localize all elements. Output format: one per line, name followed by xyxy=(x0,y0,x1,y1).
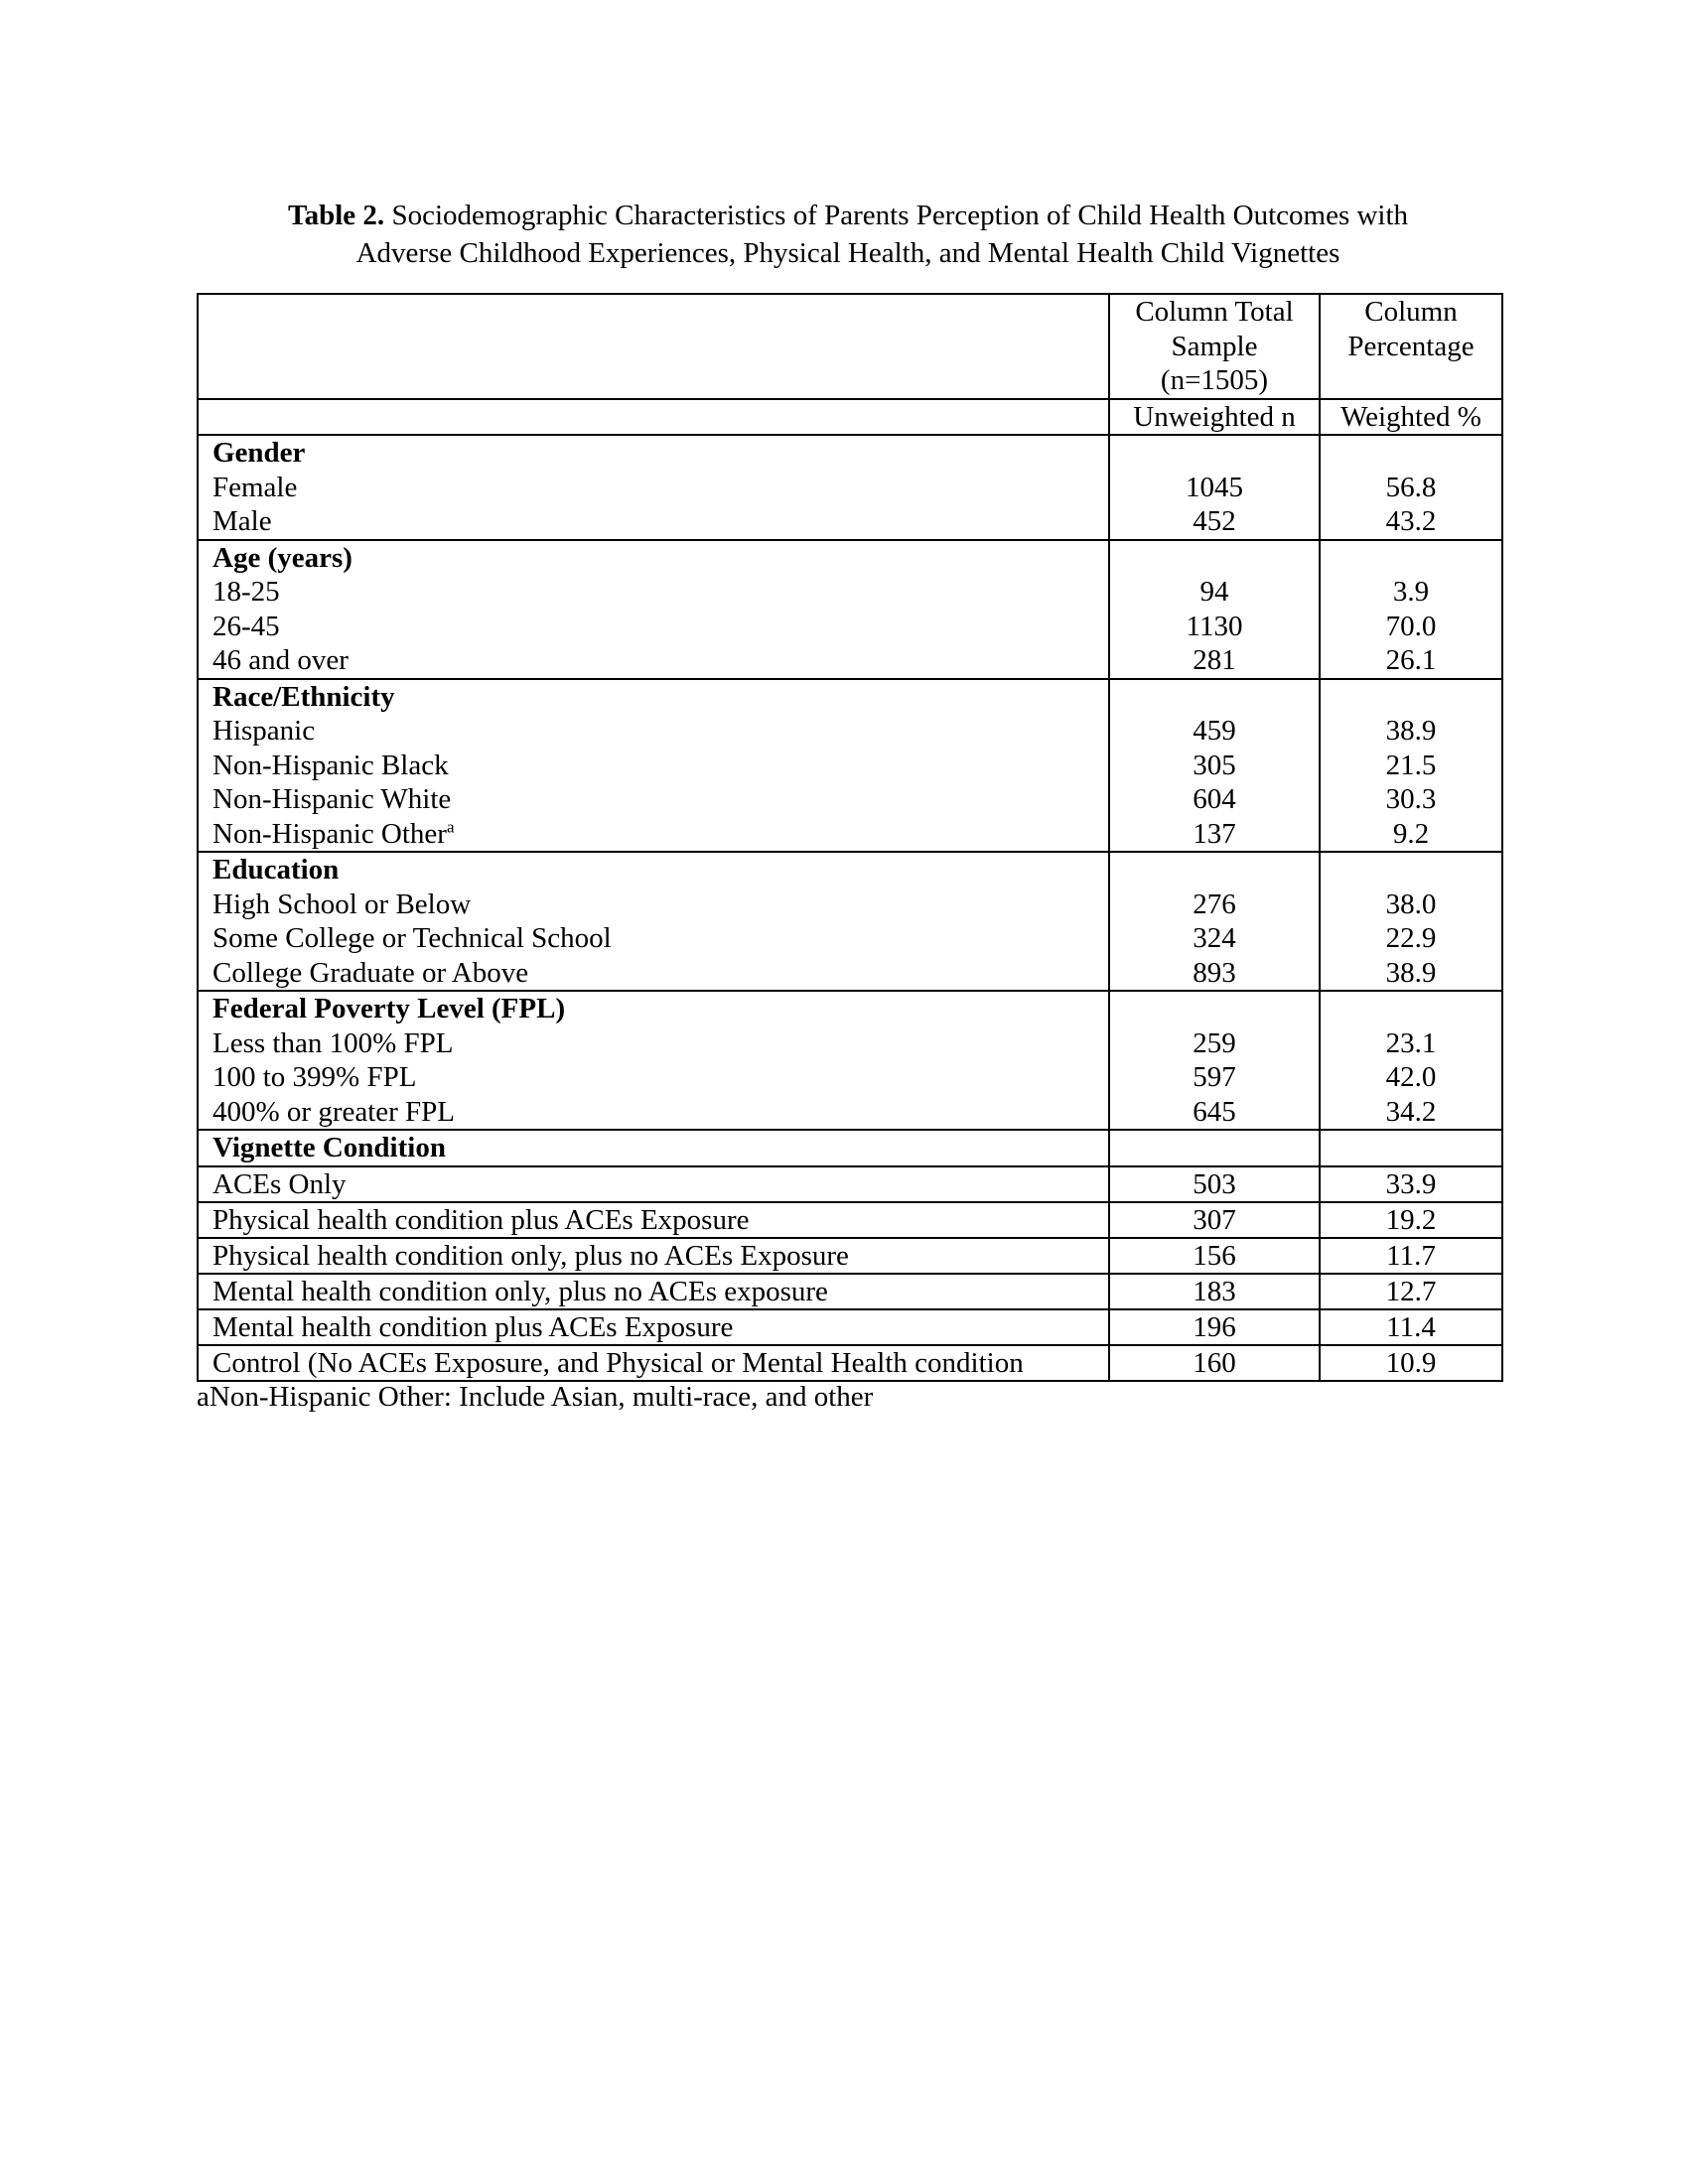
row-label xyxy=(198,782,1109,817)
header-column-percentage-line1: Column xyxy=(1364,296,1458,328)
header-column-total-line3: (n=1505) xyxy=(1160,364,1269,396)
weighted-pct-cell: 38.9 xyxy=(1320,956,1502,992)
weighted-pct-cell: 43.2 xyxy=(1320,504,1502,540)
table-row xyxy=(198,610,1502,644)
table-row xyxy=(198,1060,1502,1095)
group-empty-cell xyxy=(1320,540,1502,576)
row-label xyxy=(198,749,1109,783)
group-header-row xyxy=(198,679,1502,715)
table-row xyxy=(198,782,1502,817)
row-label-text: Mental health condition only, plus no ACEs exposure xyxy=(212,1275,828,1307)
table-caption xyxy=(199,197,1497,272)
weighted-pct-cell: 11.4 xyxy=(1320,1309,1502,1345)
table-caption-line1: Sociodemographic Characteristics of Parents Perception of Child Health Outcomes with xyxy=(384,200,1409,231)
group-empty-cell xyxy=(1109,679,1320,715)
group-empty-cell xyxy=(1320,435,1502,471)
row-label xyxy=(198,1026,1109,1061)
group-label: Race/Ethnicity xyxy=(198,679,1109,715)
group-label: Vignette Condition xyxy=(198,1130,1109,1166)
weighted-pct-cell: 19.2 xyxy=(1320,1202,1502,1238)
table-row xyxy=(198,1309,1502,1345)
weighted-pct-cell: 11.7 xyxy=(1320,1238,1502,1274)
row-label-text: 46 and over xyxy=(212,644,349,676)
group-empty-cell xyxy=(1109,852,1320,887)
weighted-pct-cell: 9.2 xyxy=(1320,817,1502,853)
group-empty-cell xyxy=(1320,852,1502,887)
table-row xyxy=(198,1274,1502,1309)
table-row xyxy=(198,1238,1502,1274)
row-label-text: Physical health condition plus ACEs Exposure xyxy=(212,1203,750,1236)
table-row xyxy=(198,817,1502,853)
weighted-pct-cell: 12.7 xyxy=(1320,1274,1502,1309)
table-row xyxy=(198,921,1502,956)
characteristics-table xyxy=(197,293,1503,1382)
unweighted-n-cell: 324 xyxy=(1109,921,1320,956)
group-empty-cell xyxy=(1320,1130,1502,1166)
row-label-text: 100 to 399% FPL xyxy=(212,1061,417,1093)
row-label-text: Control (No ACEs Exposure, and Physical or Mental Health condition xyxy=(212,1346,1024,1379)
unweighted-n-cell: 160 xyxy=(1109,1345,1320,1381)
header-blank-cell xyxy=(198,294,1109,399)
row-label xyxy=(198,956,1109,992)
weighted-pct-cell: 38.9 xyxy=(1320,714,1502,749)
weighted-pct-cell: 34.2 xyxy=(1320,1095,1502,1131)
unweighted-n-cell: 645 xyxy=(1109,1095,1320,1131)
table-caption-line2: Adverse Childhood Experiences, Physical Health, and Mental Health Child Vignettes xyxy=(355,237,1340,269)
row-label-text: Mental health condition plus ACEs Exposure xyxy=(212,1310,734,1343)
group-empty-cell xyxy=(1109,435,1320,471)
table-row xyxy=(198,1095,1502,1131)
row-label-text: Male xyxy=(212,505,272,537)
table-row xyxy=(198,1202,1502,1238)
table-caption-lead: Table 2. xyxy=(287,200,385,231)
header-column-percentage xyxy=(1320,294,1502,399)
unweighted-n-cell: 503 xyxy=(1109,1166,1320,1202)
group-header-row xyxy=(198,1130,1502,1166)
group-label: Age (years) xyxy=(198,540,1109,576)
unweighted-n-cell: 1045 xyxy=(1109,471,1320,505)
row-label xyxy=(198,817,1109,853)
header-column-total-line2: Sample xyxy=(1171,330,1258,362)
weighted-pct-cell: 23.1 xyxy=(1320,1026,1502,1061)
unweighted-n-cell: 196 xyxy=(1109,1309,1320,1345)
group-empty-cell xyxy=(1109,540,1320,576)
table-row xyxy=(198,1166,1502,1202)
row-label xyxy=(198,921,1109,956)
unweighted-n-cell: 597 xyxy=(1109,1060,1320,1095)
row-label xyxy=(198,504,1109,540)
unweighted-n-cell: 307 xyxy=(1109,1202,1320,1238)
group-label: Education xyxy=(198,852,1109,887)
table-row xyxy=(198,643,1502,679)
group-empty-cell xyxy=(1320,991,1502,1026)
weighted-pct-cell: 42.0 xyxy=(1320,1060,1502,1095)
unweighted-n-cell: 604 xyxy=(1109,782,1320,817)
unweighted-n-cell: 259 xyxy=(1109,1026,1320,1061)
weighted-pct-cell: 70.0 xyxy=(1320,610,1502,644)
table-row xyxy=(198,1026,1502,1061)
weighted-pct-cell: 38.0 xyxy=(1320,887,1502,922)
unweighted-n-cell: 281 xyxy=(1109,643,1320,679)
table-row xyxy=(198,471,1502,505)
row-label xyxy=(198,1274,1109,1309)
row-label xyxy=(198,1238,1109,1274)
header-column-percentage-line2: Percentage xyxy=(1347,330,1475,362)
unweighted-n-cell: 183 xyxy=(1109,1274,1320,1309)
group-empty-cell xyxy=(1109,991,1320,1026)
unweighted-n-cell: 452 xyxy=(1109,504,1320,540)
row-label xyxy=(198,471,1109,505)
row-label xyxy=(198,1166,1109,1202)
header-column-total xyxy=(1109,294,1320,399)
subheader-blank-cell xyxy=(198,399,1109,436)
row-label-text: Physical health condition only, plus no ACEs Exposure xyxy=(212,1239,849,1272)
row-label xyxy=(198,575,1109,610)
row-label-text: College Graduate or Above xyxy=(212,956,529,989)
unweighted-n-cell: 305 xyxy=(1109,749,1320,783)
row-label xyxy=(198,1345,1109,1381)
unweighted-n-cell: 276 xyxy=(1109,887,1320,922)
table-row xyxy=(198,749,1502,783)
header-column-total-line1: Column Total xyxy=(1135,296,1294,328)
weighted-pct-cell: 3.9 xyxy=(1320,575,1502,610)
group-empty-cell xyxy=(1109,1130,1320,1166)
row-label xyxy=(198,1202,1109,1238)
row-label-text: 18-25 xyxy=(212,576,280,608)
subheader-weighted-pct: Weighted % xyxy=(1320,399,1502,436)
weighted-pct-cell: 26.1 xyxy=(1320,643,1502,679)
table-subheader-row xyxy=(198,399,1502,436)
row-label-text: 26-45 xyxy=(212,610,280,642)
row-label-text: Female xyxy=(212,471,298,503)
weighted-pct-cell: 56.8 xyxy=(1320,471,1502,505)
row-label xyxy=(198,1309,1109,1345)
table-row xyxy=(198,887,1502,922)
unweighted-n-cell: 94 xyxy=(1109,575,1320,610)
table-row xyxy=(198,714,1502,749)
footnote-marker: a xyxy=(446,816,455,836)
group-empty-cell xyxy=(1320,679,1502,715)
unweighted-n-cell: 459 xyxy=(1109,714,1320,749)
row-label xyxy=(198,714,1109,749)
table-row xyxy=(198,956,1502,992)
group-header-row xyxy=(198,435,1502,471)
group-label: Gender xyxy=(198,435,1109,471)
subheader-unweighted-n: Unweighted n xyxy=(1109,399,1320,436)
weighted-pct-cell: 30.3 xyxy=(1320,782,1502,817)
row-label xyxy=(198,643,1109,679)
table-header-row xyxy=(198,294,1502,399)
row-label-text: Less than 100% FPL xyxy=(212,1026,454,1059)
unweighted-n-cell: 156 xyxy=(1109,1238,1320,1274)
unweighted-n-cell: 1130 xyxy=(1109,610,1320,644)
group-header-row xyxy=(198,991,1502,1026)
row-label-text: 400% or greater FPL xyxy=(212,1095,456,1128)
row-label xyxy=(198,887,1109,922)
unweighted-n-cell: 893 xyxy=(1109,956,1320,992)
row-label-text: ACEs Only xyxy=(212,1167,347,1200)
row-label xyxy=(198,1060,1109,1095)
table-row xyxy=(198,1345,1502,1381)
group-label: Federal Poverty Level (FPL) xyxy=(198,991,1109,1026)
table-footnote: aNon-Hispanic Other: Include Asian, multi-race, and other xyxy=(197,1381,874,1413)
group-header-row xyxy=(198,852,1502,887)
row-label xyxy=(198,1095,1109,1131)
weighted-pct-cell: 21.5 xyxy=(1320,749,1502,783)
row-label xyxy=(198,610,1109,644)
weighted-pct-cell: 33.9 xyxy=(1320,1166,1502,1202)
table-row xyxy=(198,504,1502,540)
row-label-text: Non-Hispanic Other xyxy=(212,817,447,850)
table-row xyxy=(198,575,1502,610)
row-label-text: Non-Hispanic White xyxy=(212,783,452,815)
weighted-pct-cell: 10.9 xyxy=(1320,1345,1502,1381)
group-header-row xyxy=(198,540,1502,576)
row-label-text: Some College or Technical School xyxy=(212,922,612,954)
weighted-pct-cell: 22.9 xyxy=(1320,921,1502,956)
unweighted-n-cell: 137 xyxy=(1109,817,1320,853)
row-label-text: Non-Hispanic Black xyxy=(212,749,449,781)
row-label-text: Hispanic xyxy=(212,715,316,747)
row-label-text: High School or Below xyxy=(212,887,472,920)
